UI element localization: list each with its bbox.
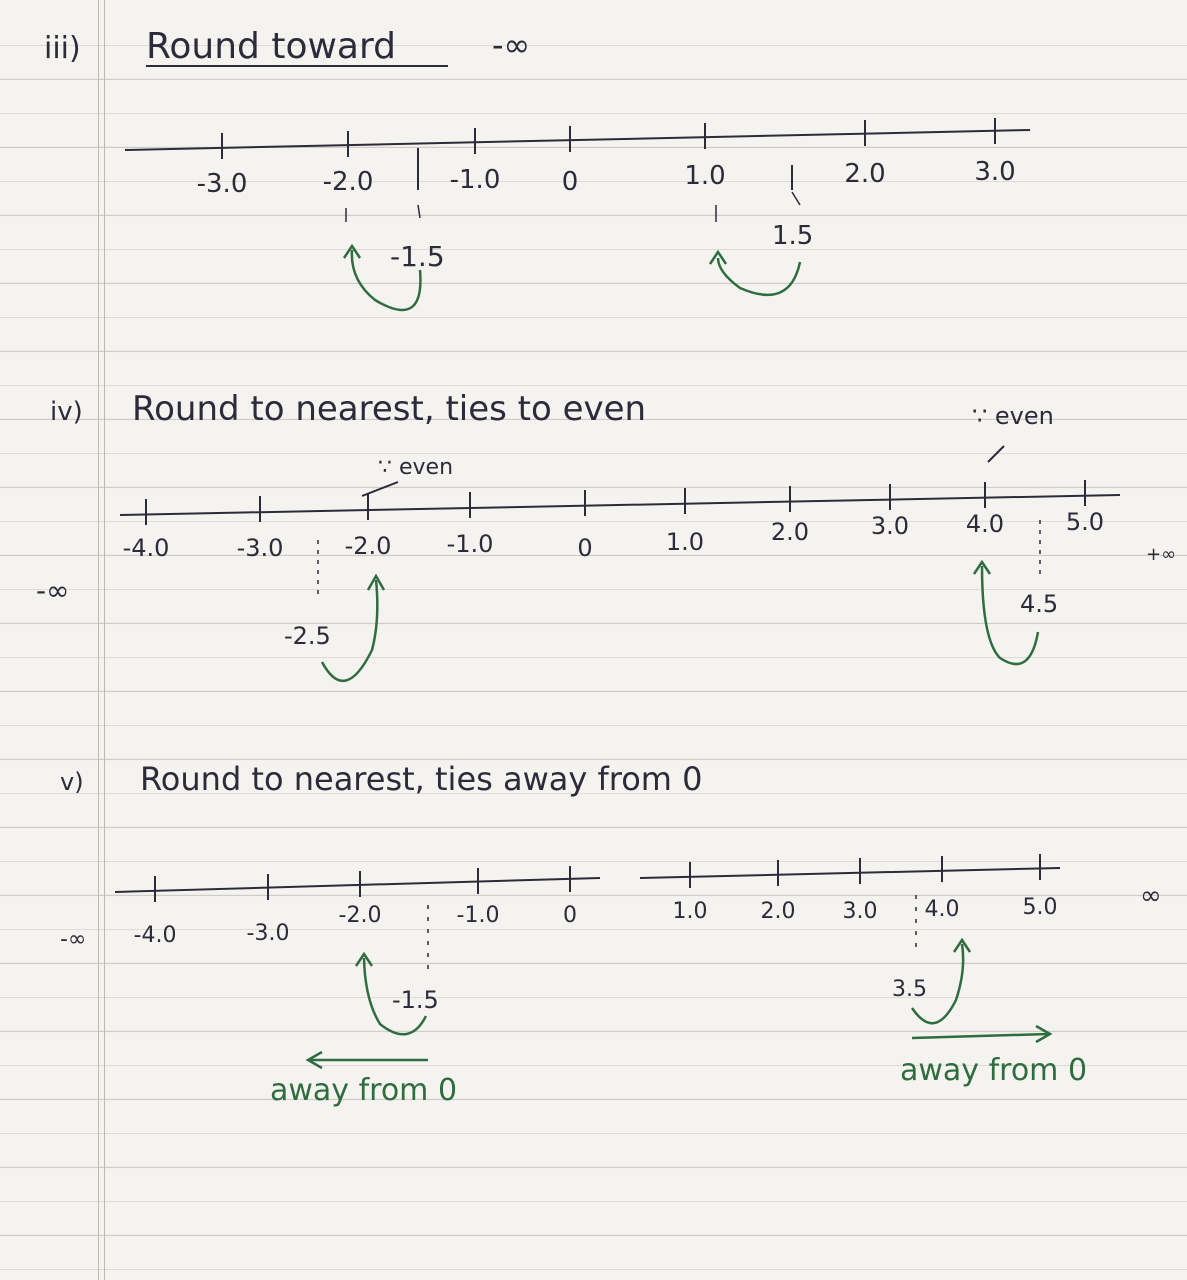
number-line-5-left: [115, 878, 600, 892]
example-value: 4.5: [1020, 590, 1059, 618]
tick-label: 3.0: [974, 157, 1016, 187]
tick-label: 1.0: [665, 528, 705, 556]
left-end-label: -∞: [36, 574, 70, 607]
section-3-marker: iii): [44, 31, 81, 66]
section-5-marker: v): [60, 768, 84, 796]
even-note: ∵ even: [378, 455, 454, 480]
tick-label: 4.0: [965, 510, 1005, 538]
tick-label: -2.0: [322, 167, 374, 197]
rounding-arrow: [718, 258, 800, 295]
example-value: 1.5: [772, 221, 814, 251]
tick-label: 5.0: [1065, 508, 1105, 536]
tick-label: -2.0: [338, 903, 382, 928]
tick-label: 5.0: [1022, 895, 1058, 920]
tick-label: -4.0: [122, 534, 170, 562]
tick-label: -1.0: [446, 530, 494, 558]
example-value: 3.5: [892, 977, 927, 1002]
tick-label: -3.0: [246, 921, 290, 946]
tick-label: -4.0: [133, 923, 177, 948]
section-3-title: Round toward: [146, 26, 397, 67]
number-line-3: [125, 130, 1030, 150]
section-5-title: Round to nearest, ties away from 0: [140, 760, 703, 798]
example-value: -1.5: [392, 986, 439, 1014]
number-line-5-right: [640, 868, 1060, 878]
section-4-title: Round to nearest, ties to even: [132, 389, 647, 429]
away-note: away from 0: [270, 1073, 458, 1108]
direction-arrow: [912, 1034, 1048, 1038]
tick-label: -2.0: [344, 532, 392, 560]
section-4-marker: iv): [50, 397, 83, 427]
tick-label: 0: [577, 534, 593, 562]
tick-label: 2.0: [770, 518, 810, 546]
even-note: ∵ even: [972, 402, 1054, 430]
tick-label: 0: [561, 167, 579, 197]
away-note: away from 0: [900, 1053, 1088, 1088]
tick-label: 3.0: [842, 899, 878, 924]
example-value: -1.5: [390, 240, 445, 273]
left-end-label: -∞: [60, 927, 87, 952]
example-value: -2.5: [284, 622, 331, 650]
right-end-label: +∞: [1146, 544, 1177, 565]
tick-label: 3.0: [870, 512, 910, 540]
tick-label: 2.0: [760, 899, 796, 924]
tick-label: -3.0: [236, 534, 284, 562]
tick-label: -1.0: [456, 903, 500, 928]
right-end-label: ∞: [1140, 881, 1162, 911]
tick-label: -3.0: [196, 169, 248, 199]
tick-label: 4.0: [924, 897, 960, 922]
tick-label: 0: [563, 903, 577, 928]
tick-label: 2.0: [844, 159, 886, 189]
tick-label: 1.0: [672, 899, 708, 924]
section-3-title-suffix: -∞: [492, 26, 531, 64]
tick-label: -1.0: [449, 165, 501, 195]
tick-label: 1.0: [684, 161, 726, 191]
